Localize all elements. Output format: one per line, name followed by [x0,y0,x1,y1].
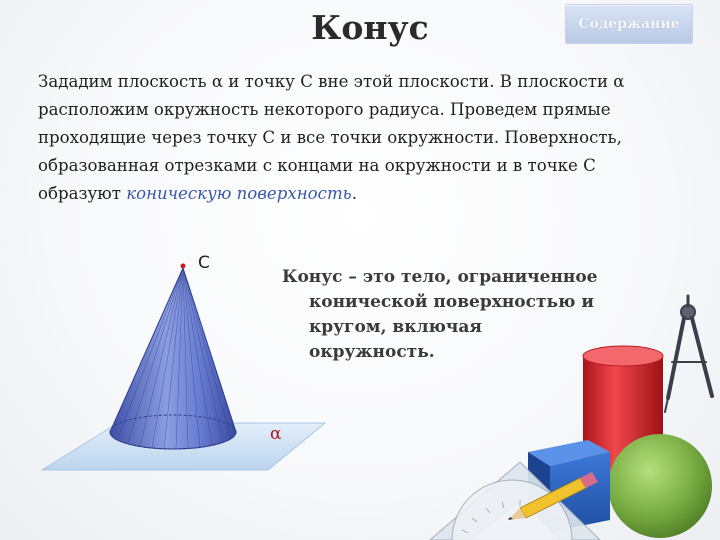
definition-line-2: конической поверхностью и [309,292,595,312]
cone-definition [282,265,662,365]
conical-surface-term: коническую поверхность [126,184,352,203]
definition-line-4: окружность. [309,342,435,362]
definition-line-3: кругом, включая [309,317,482,337]
apex-label: С [198,253,210,273]
paragraph-text: Зададим плоскость α и точку С вне этой плоскости. В плоскости α расположим окружность некоторого радиуса. Проведем прямые проходящие через точку С и все точки окружности. Поверхность, образованная отрезками с концами на окружности и в точке С образуют [38,72,625,203]
intro-paragraph [38,68,678,208]
sphere-shape [608,434,712,538]
cone-figure [110,264,236,450]
plane-label: α [270,424,282,444]
compass-icon [665,296,712,412]
apex-point [181,264,186,269]
page-title: Конус [311,8,429,47]
paragraph-end: . [351,184,357,203]
contents-button[interactable]: Содержание [565,4,693,44]
definition-line-1: Конус – это тело, ограниченное [282,267,598,287]
